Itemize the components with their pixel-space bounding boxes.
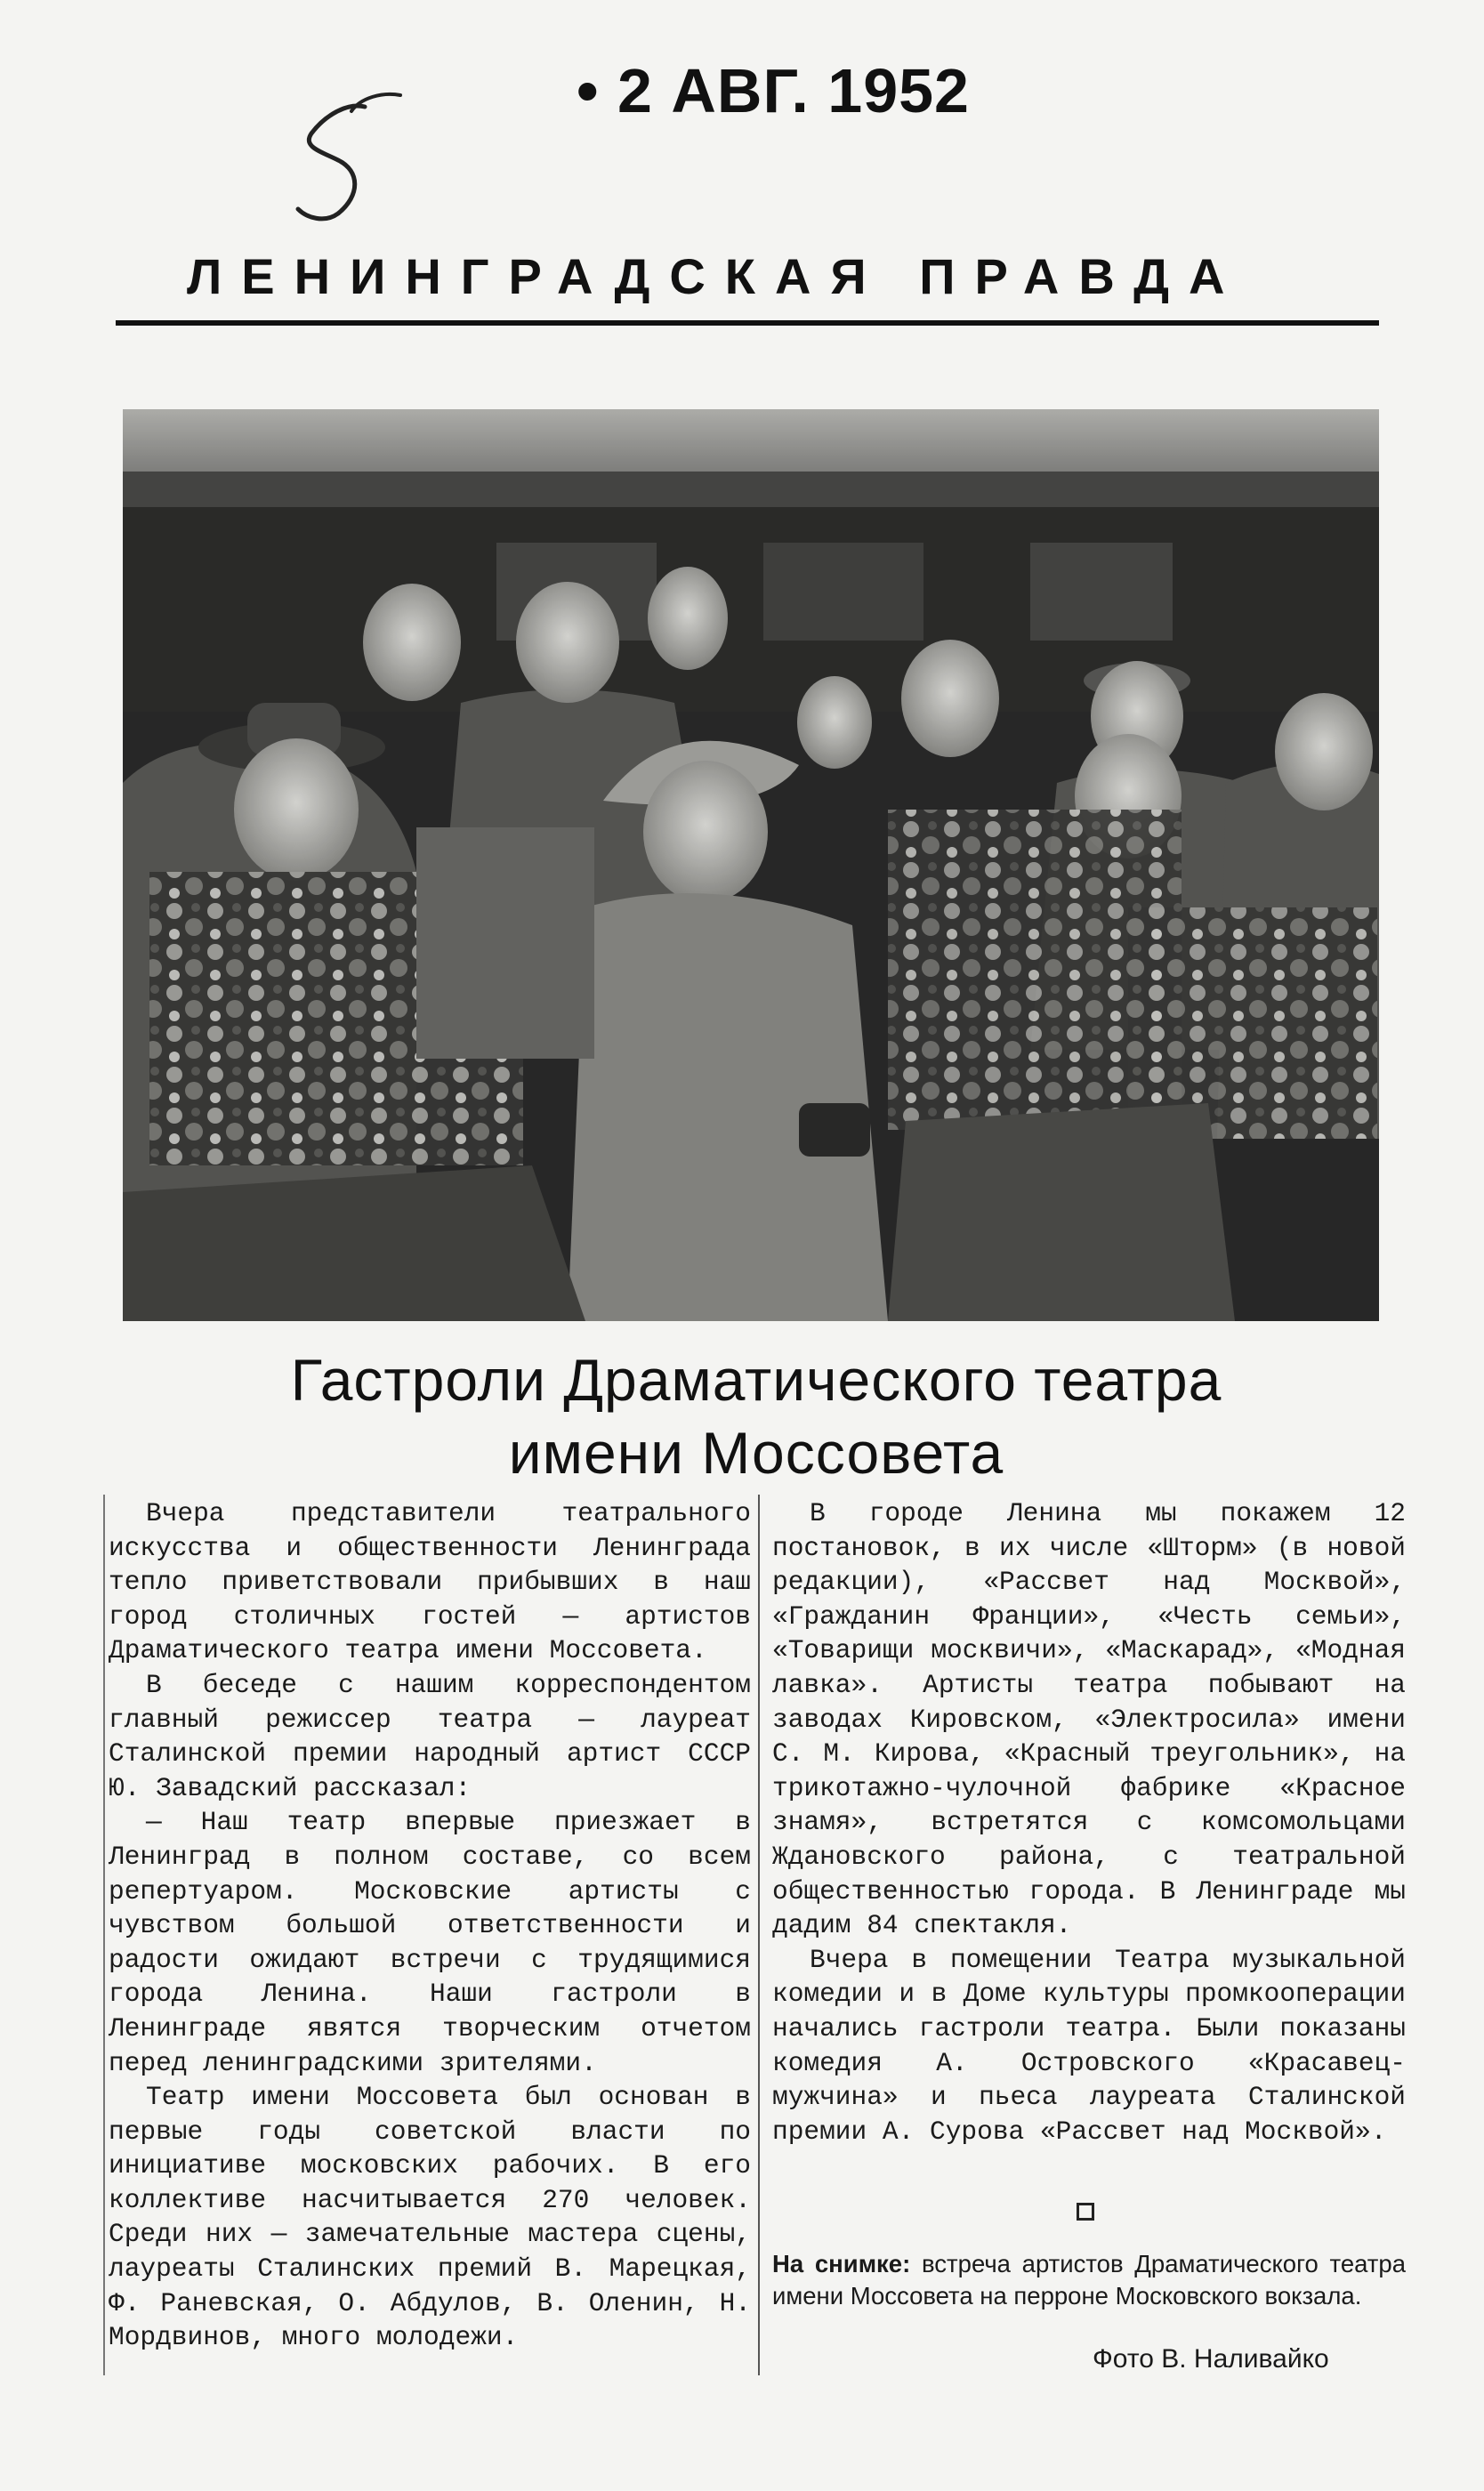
article-paragraph: В беседе с нашим корреспондентом главный режиссер театра — лауреат Сталинской премии народный артист СССР Ю. Завадский рассказал: — [109, 1669, 751, 1803]
handwritten-mark — [276, 85, 409, 236]
article-column-right — [772, 1496, 1406, 2148]
article-paragraph: Вчера в помещении Театра музыкальной комедии и в Доме культуры промкооперации начались гастроли театра. Были показаны комедия А. Островского «Красавец-мужчина» и пьеса лауреата Сталинской премии А. Сурова «Рассвет над Москвой». — [772, 1944, 1406, 2147]
caption-lead: На снимке: — [772, 2250, 911, 2277]
masthead-rule — [116, 320, 1379, 326]
headline-line-1: Гастроли Драматического театра — [290, 1347, 1222, 1413]
article-column-left — [109, 1496, 751, 2355]
caption-text: встреча артистов Драматического театра имени Моссовета на перроне Московского вокзала. — [772, 2250, 1406, 2310]
headline-line-2: имени Моссовета — [508, 1420, 1004, 1486]
photo-illustration — [123, 409, 1379, 1321]
column-left-rule — [103, 1495, 105, 2375]
article-paragraph: — Наш театр впервые приезжает в Ленинград в полном составе, со всем репертуаром. Московские артисты с чувством большой ответственности и радости ожидают встречи с трудящимися города Ленина. Наши гастроли в Ленинграде явятся творческим отчетом перед ленинградскими зрителями. — [109, 1807, 751, 2078]
article-paragraph: Театр имени Моссовета был основан в первые годы советской власти по инициативе московских рабочих. В его коллективе насчитывается 270 человек. Среди них — замечательные мастера сцены, лауреаты Сталинских премий В. Марецкая, Ф. Раневская, О. Абдулов, В. Оленин, Н. Мордвинов, много молодежи. — [109, 2082, 751, 2353]
article-paragraph: Вчера представители театрального искусства и общественности Ленинграда тепло приветствовали прибывших в наш город столичных гостей — артистов Драматического театра имени Моссовета. — [109, 1498, 751, 1666]
date-stamp: • 2 АВГ. 1952 — [577, 56, 970, 125]
news-photo — [123, 409, 1379, 1321]
article-paragraph: В городе Ленина мы покажем 12 постановок, в их числе «Шторм» (в новой редакции), «Рассвет над Москвой», «Гражданин Франции», «Честь семьи», «Товарищи москвичи», «Маскарад», «Модная лавка». Артисты театра побывают на заводах Кировском, «Электросила» имени С. М. Кирова, «Красный треугольник», на трикотажно-чулочной фабрике «Красное знамя», встретятся с комсомольцами Ждановского района, с театральной общественностью города. В Ленинграде мы дадим 84 спектакля. — [772, 1498, 1406, 1941]
section-separator-box — [1077, 2203, 1094, 2221]
photo-caption — [772, 2248, 1406, 2312]
column-divider — [758, 1495, 760, 2375]
newspaper-masthead: ЛЕНИНГРАДСКАЯ ПРАВДА — [187, 248, 1245, 304]
article-headline — [133, 1343, 1379, 1489]
photo-credit: Фото В. Наливайко — [1093, 2344, 1329, 2374]
